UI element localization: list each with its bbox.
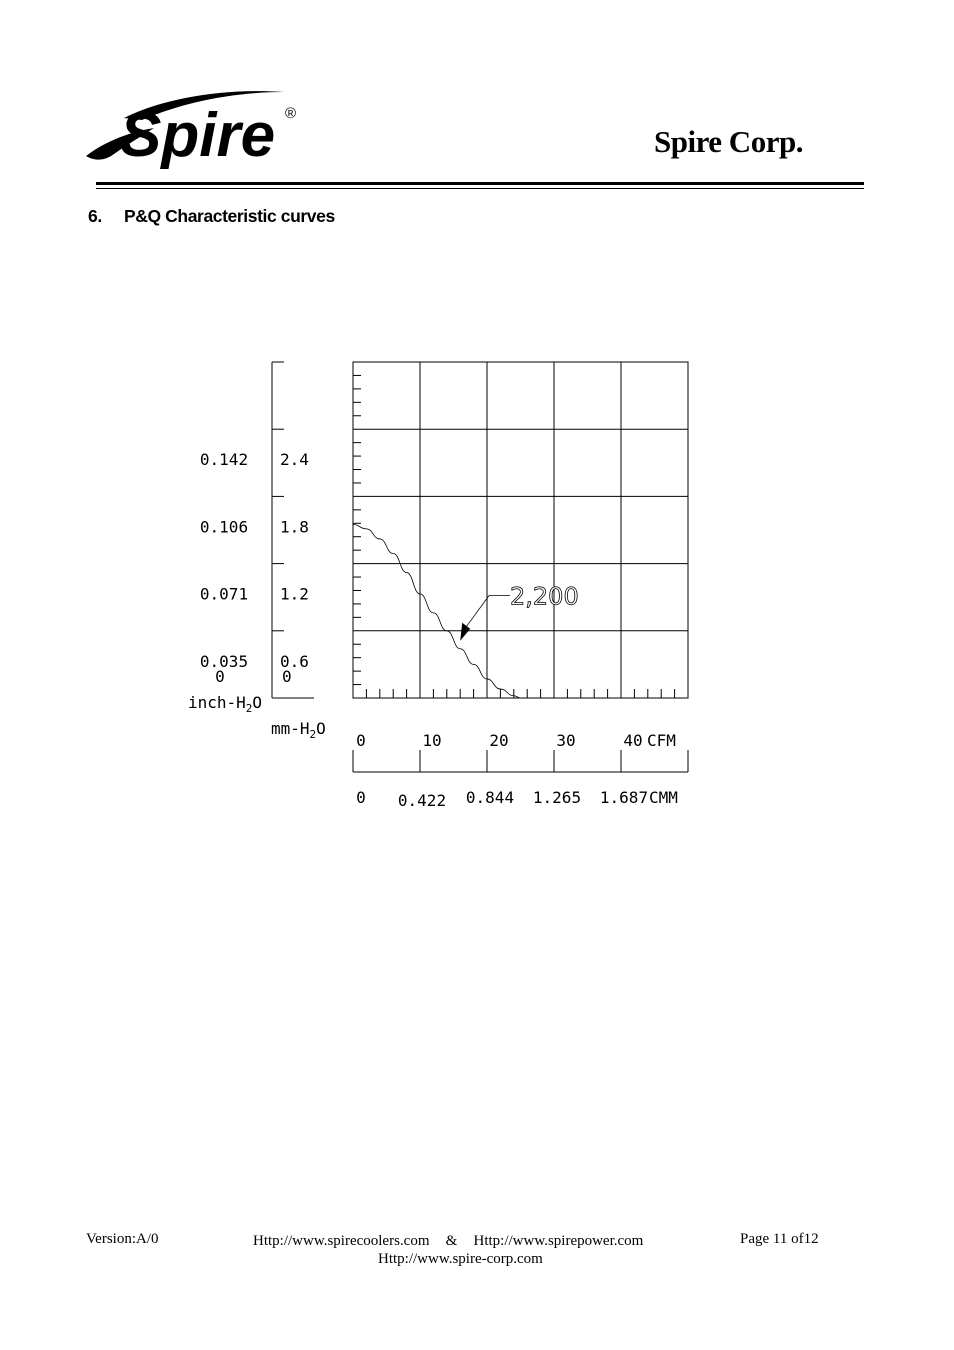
plot-frame xyxy=(353,362,688,698)
y-tick-label: 2.4 xyxy=(280,450,309,470)
y2-tick-label: 0.035 xyxy=(199,651,249,671)
company-name: Spire Corp. xyxy=(654,124,803,159)
x-tick-label: 20 xyxy=(489,731,509,750)
x-tick-label: 0 xyxy=(356,731,366,750)
x2-unit-label: CMM xyxy=(649,788,678,807)
y2-tick-label: 0 xyxy=(215,667,225,686)
series-leader xyxy=(466,596,510,627)
chart-axes xyxy=(272,362,688,772)
header-rule xyxy=(96,182,864,185)
link-spirecoolers[interactable]: Http://www.spirecoolers.com xyxy=(253,1233,430,1249)
spire-logo xyxy=(84,84,306,176)
y-tick-label: 0.6 xyxy=(280,651,309,671)
y-unit-label: $mm-H_2O$ xyxy=(271,719,326,741)
y2-unit-label: inch-$H_2O$ xyxy=(188,693,263,715)
link-spire-corp[interactable]: Http://www.spire-corp.com xyxy=(378,1251,543,1267)
version-label: Version:A/0 xyxy=(86,1231,159,1247)
y-tick-label: 1.2 xyxy=(280,584,309,604)
chart-labels xyxy=(188,450,678,810)
section-heading xyxy=(88,206,335,227)
x-unit-label: CFM xyxy=(647,731,676,750)
pq-chart xyxy=(0,340,954,830)
page-number: Page 11 of12 xyxy=(740,1231,819,1247)
x-tick-label: 30 xyxy=(556,731,576,750)
y2-tick-label: 0.142 xyxy=(199,450,249,470)
header-rule-thin xyxy=(96,188,864,189)
x2-tick-label: 1.265 xyxy=(532,788,582,807)
section-title: P&Q Characteristic curves xyxy=(124,206,335,226)
chart-grid xyxy=(353,362,688,698)
chart-series xyxy=(353,524,527,698)
link-spirepower[interactable]: Http://www.spirepower.com xyxy=(473,1233,644,1249)
y2-tick-label: 0.071 xyxy=(199,584,249,604)
x-tick-label: 40 xyxy=(623,731,643,750)
series-speed-label: 2,200 xyxy=(510,582,579,611)
y-tick-label: 0 xyxy=(282,667,292,686)
series-curve xyxy=(353,524,527,698)
y-tick-label: 1.8 xyxy=(280,517,309,537)
logo-wordmark: Spire xyxy=(120,101,276,170)
series-arrowhead xyxy=(460,623,470,641)
chart-minor-ticks xyxy=(353,375,675,698)
footer-links xyxy=(253,1233,643,1250)
x2-tick-label: 0 xyxy=(356,788,366,807)
x2-tick-label: 0.422 xyxy=(397,791,447,810)
link-separator: & xyxy=(445,1233,458,1249)
x2-tick-label: 0.844 xyxy=(465,788,515,807)
x-tick-label: 10 xyxy=(422,731,442,750)
y2-tick-label: 0.106 xyxy=(199,517,249,537)
x2-tick-label: 1.687 xyxy=(599,788,649,807)
section-number: 6. xyxy=(88,206,102,226)
registered-mark: ® xyxy=(285,105,297,122)
